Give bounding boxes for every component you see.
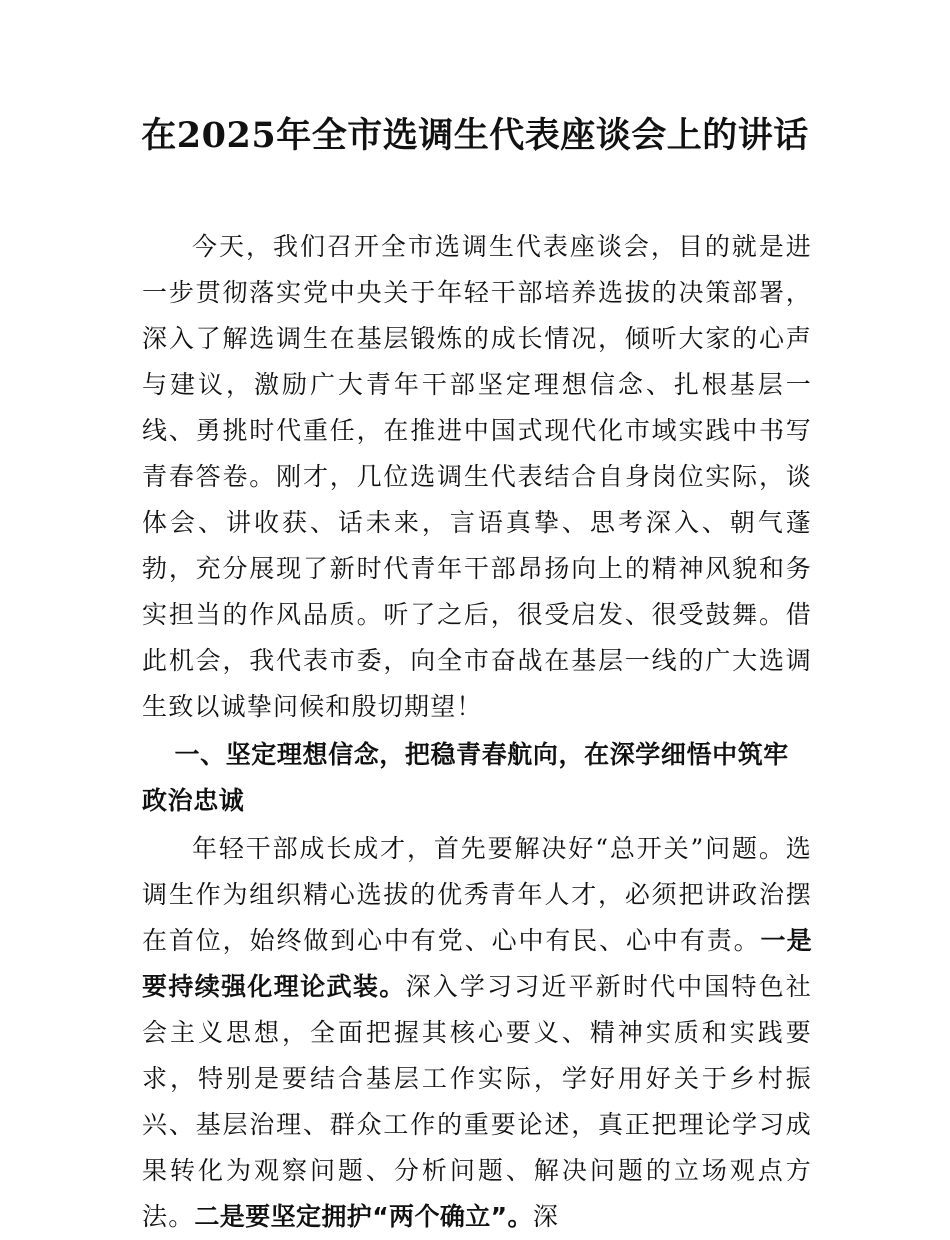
point-2-bold: 二是要坚定拥护“两个确立”。 <box>194 1202 533 1231</box>
document-title: 在2025年全市选调生代表座谈会上的讲话 <box>141 115 809 156</box>
section-1-text-b: 深入学习习近平新时代中国特色社会主义思想，全面把握其核心要义、精神实质和实践要求，特别是要结合基层工作实际，学好用好关于乡村振兴、基层治理、群众工作的重要论述，真正把理论学习成果转化为观察问题、分析问题、解决问题的立场观点方法。 <box>142 972 812 1231</box>
section-heading-1: 一、坚定理想信念，把稳青春航向，在深学细悟中筑牢政治忠诚 <box>142 740 789 815</box>
section-1-paragraph <box>142 826 812 1240</box>
section-1-text-a: 年轻干部成长成才，首先要解决好“总开关”问题。选调生作为组织精心选拔的优秀青年人才，必须把讲政治摆在首位，始终做到心中有党、心中有民、心中有责。 <box>142 834 812 955</box>
intro-paragraph: 今天，我们召开全市选调生代表座谈会，目的就是进一步贯彻落实党中央关于年轻干部培养选拔的决策部署，深入了解选调生在基层锻炼的成长情况，倾听大家的心声与建议，激励广大青年干部坚定理想信念、扎根基层一线、勇挑时代重任，在推进中国式现代化市域实践中书写青春答卷。刚才，几位选调生代表结合自身岗位实际，谈体会、讲收获、话未来，言语真挚、思考深入、朝气蓬勃，充分展现了新时代青年干部昂扬向上的精神风貌和务实担当的作风品质。听了之后，很受启发、很受鼓舞。借此机会，我代表市委，向全市奋战在基层一线的广大选调生致以诚挚问候和殷切期望！ <box>142 232 812 721</box>
point-1-bold: 一是要持续强化理论武装。 <box>142 926 812 1001</box>
section-1-text-c: 深 <box>532 1202 560 1231</box>
document-body <box>142 224 812 1240</box>
